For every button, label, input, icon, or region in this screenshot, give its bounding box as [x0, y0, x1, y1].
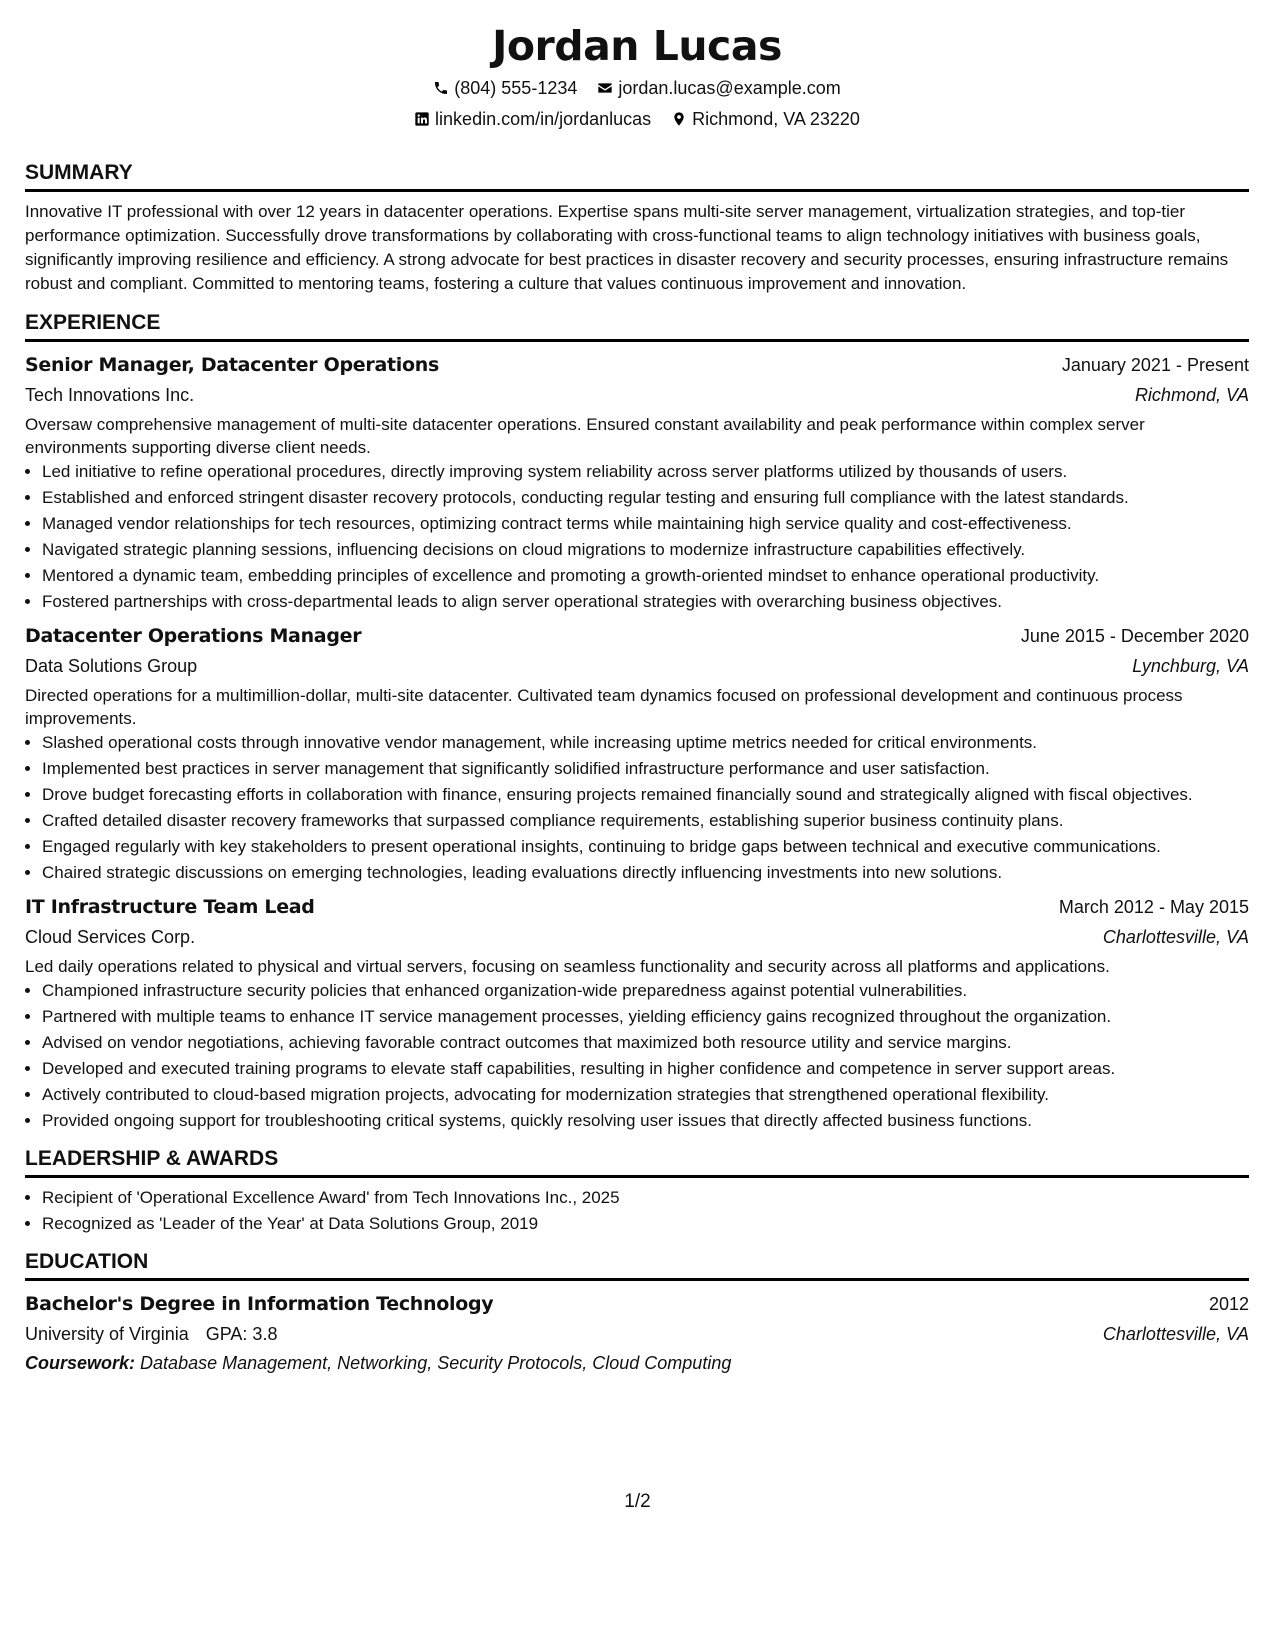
linkedin-text: linkedin.com/in/jordanlucas	[435, 108, 652, 129]
list-item: • Navigated strategic planning sessions, influencing decisions on cloud migrations to modernize infrastructure capabilities effectively.	[42, 538, 1249, 561]
job-dates: March 2012 - May 2015	[1058, 897, 1249, 917]
linkedin-icon	[414, 111, 430, 127]
school-info	[25, 1319, 277, 1349]
list-item: • Chaired strategic discussions on emerging technologies, leading evaluations directly influencing investments into new solutions.	[42, 861, 1249, 884]
job-description: Directed operations for a multimillion-dollar, multi-site datacenter. Cultivated team dynamics focused on professional development and continuous process improvements.	[25, 686, 1183, 728]
list-item: • Developed and executed training programs to elevate staff capabilities, resulting in higher confidence and competence in server support areas.	[42, 1057, 1249, 1080]
location-text: Richmond, VA 23220	[692, 108, 860, 129]
job-bullets	[25, 460, 1249, 613]
contact-row-1	[25, 72, 1249, 103]
list-item: • Fostered partnerships with cross-departmental leads to align server operational strategies with overarching business objectives.	[42, 590, 1249, 613]
coursework	[25, 1349, 1249, 1377]
email-contact[interactable]	[597, 76, 840, 100]
job-entry	[25, 621, 1249, 884]
email-text: jordan.lucas@example.com	[618, 77, 841, 98]
list-item: • Slashed operational costs through innovative vendor management, while increasing uptime metrics needed for critical environments.	[42, 731, 1249, 754]
list-item: • Provided ongoing support for troubleshooting critical systems, quickly resolving user issues that directly affected business functions.	[42, 1109, 1249, 1132]
list-item: • Advised on vendor negotiations, achieving favorable contract outcomes that maximized both resource utility and service margins.	[42, 1031, 1249, 1054]
job-title: Senior Manager, Datacenter Operations	[25, 354, 439, 376]
list-item: • Managed vendor relationships for tech resources, optimizing contract terms while maintaining high service quality and cost-effectiveness.	[42, 512, 1249, 535]
coursework-label: Coursework:	[25, 1353, 136, 1373]
job-title: Datacenter Operations Manager	[25, 625, 362, 647]
list-item: • Mentored a dynamic team, embedding principles of excellence and promoting a growth-oriented mindset to enhance operational productivity.	[42, 564, 1249, 587]
company-name: Data Solutions Group	[25, 656, 198, 676]
list-item: • Drove budget forecasting efforts in collaboration with finance, ensuring projects remained financially sound and strategically aligned with fiscal objectives.	[42, 783, 1249, 806]
list-item: • Partnered with multiple teams to enhance IT service management processes, yielding efficiency gains recognized throughout the organization.	[42, 1005, 1249, 1028]
phone-contact	[433, 76, 577, 100]
job-dates: June 2015 - December 2020	[1020, 626, 1249, 646]
summary-heading: SUMMARY	[25, 160, 1249, 192]
list-item: • Recipient of 'Operational Excellence Award' from Tech Innovations Inc., 2025	[42, 1186, 1249, 1209]
job-title: IT Infrastructure Team Lead	[25, 896, 315, 918]
phone-text: (804) 555-1234	[454, 77, 578, 98]
experience-heading: EXPERIENCE	[25, 310, 1249, 342]
envelope-icon	[597, 80, 613, 96]
linkedin-contact[interactable]	[414, 107, 651, 131]
page-number: 1/2	[624, 1491, 651, 1512]
job-location: Richmond, VA	[1134, 385, 1249, 405]
job-entry	[25, 350, 1249, 613]
list-item: • Led initiative to refine operational procedures, directly improving system reliability across server platforms utilized by thousands of users.	[42, 460, 1249, 483]
coursework-list: Database Management, Networking, Security Protocols, Cloud Computing	[140, 1353, 732, 1373]
company-name: Cloud Services Corp.	[25, 927, 196, 947]
map-pin-icon	[671, 111, 687, 127]
job-description: Oversaw comprehensive management of multi-site datacenter operations. Ensured constant availability and peak performance within complex server environments supporting diverse client needs.	[25, 415, 1145, 457]
job-bullets	[25, 731, 1249, 884]
location-contact	[671, 107, 860, 131]
job-bullets	[25, 979, 1249, 1132]
job-dates: January 2021 - Present	[1061, 355, 1249, 375]
job-entry	[25, 892, 1249, 1132]
summary-text: Innovative IT professional with over 12 years in datacenter operations. Expertise spans multi-site server management, virtualization strategies, and top-tier performance optimization. Successfully drove transformations by collaborating with cross-functional teams to align technology initiatives with business goals, significantly improving resilience and efficiency. A strong advocate for best practices in disaster recovery and security processes, ensuring infrastructure remains robust and compliant. Committed to mentoring teams, fostering a culture that values continuous improvement and innovation.	[25, 202, 1229, 293]
list-item: • Championed infrastructure security policies that enhanced organization-wide preparedness against potential vulnerabilities.	[42, 979, 1249, 1002]
resume-page	[25, 20, 1249, 1377]
list-item: • Implemented best practices in server management that significantly solidified infrastructure performance and user satisfaction.	[42, 757, 1249, 780]
job-description: Led daily operations related to physical and virtual servers, focusing on seamless functionality and security across all platforms and applications.	[25, 957, 1110, 976]
education-entry	[25, 1289, 1249, 1377]
list-item: • Crafted detailed disaster recovery frameworks that surpassed compliance requirements, establishing superior business continuity plans.	[42, 809, 1249, 832]
job-location: Lynchburg, VA	[1132, 656, 1249, 676]
degree-title: Bachelor's Degree in Information Technology	[25, 1293, 494, 1315]
list-item: • Recognized as 'Leader of the Year' at Data Solutions Group, 2019	[42, 1212, 1249, 1235]
list-item: • Established and enforced stringent disaster recovery protocols, conducting regular testing and ensuring full compliance with the latest standards.	[42, 486, 1249, 509]
awards-list	[25, 1186, 1249, 1235]
school-location: Charlottesville, VA	[1102, 1324, 1249, 1344]
company-name: Tech Innovations Inc.	[25, 385, 195, 405]
phone-icon	[433, 80, 449, 96]
education-heading: EDUCATION	[25, 1249, 1249, 1281]
list-item: • Actively contributed to cloud-based migration projects, advocating for modernization strategies that strengthened operational flexibility.	[42, 1083, 1249, 1106]
list-item: • Engaged regularly with key stakeholders to present operational insights, continuing to bridge gaps between technical and executive communications.	[42, 835, 1249, 858]
gpa: GPA: 3.8	[205, 1324, 278, 1344]
candidate-name: Jordan Lucas	[492, 22, 782, 70]
contact-row-2	[25, 103, 1249, 134]
graduation-year: 2012	[1208, 1294, 1249, 1314]
awards-heading: LEADERSHIP & AWARDS	[25, 1146, 1249, 1178]
job-location: Charlottesville, VA	[1102, 927, 1249, 947]
school-name: University of Virginia	[25, 1324, 189, 1344]
